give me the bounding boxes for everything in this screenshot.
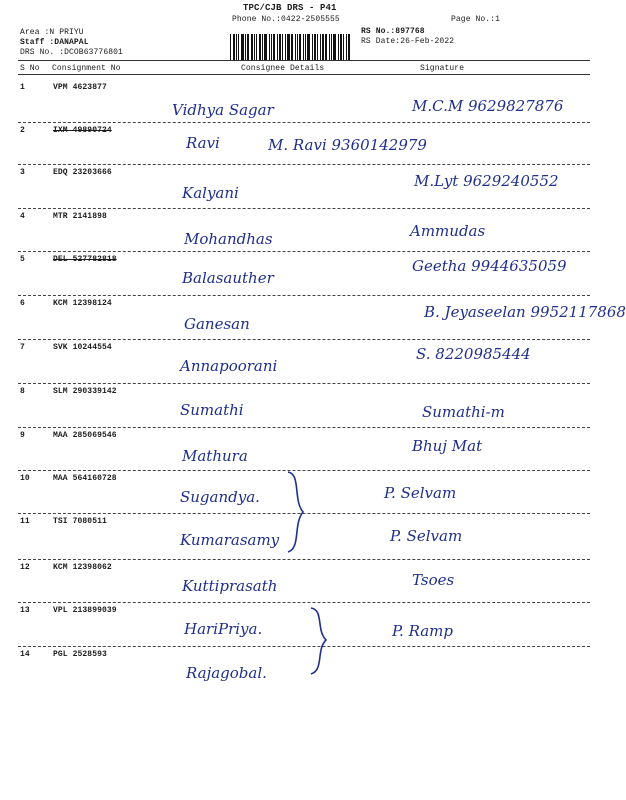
phone-number: Phone No.:0422-2505555 (232, 15, 340, 24)
row-consignee-name: Kuttiprasath (182, 577, 278, 595)
row-separator (18, 122, 590, 123)
row-sno: 14 (20, 650, 30, 659)
row-sno: 10 (20, 474, 30, 483)
row-signature: P. Selvam (390, 527, 463, 545)
col-signature: Signature (420, 64, 465, 73)
row-consignee-name: Balasauther (182, 269, 274, 287)
row-signature: P. Ramp (392, 622, 453, 640)
row-consignee-name: Kalyani (182, 184, 239, 202)
row-consignment-number: TSI 7080511 (53, 517, 107, 526)
row-sno: 1 (20, 83, 25, 92)
row-consignee-name: Mohandhas (184, 230, 273, 248)
row-consignee-name: Sugandya. (180, 488, 260, 506)
row-consignee-name: HariPriya. (184, 620, 263, 638)
brace-rows-13-14 (308, 606, 330, 676)
row-consignment-number: IXM 49890724 (53, 126, 112, 135)
row-signature: P. Selvam (384, 484, 457, 502)
header-rule (18, 60, 590, 61)
row-separator (18, 208, 590, 209)
row-sno: 3 (20, 168, 25, 177)
row-consignment-number: EDQ 23203666 (53, 168, 112, 177)
row-separator (18, 164, 590, 165)
row-consignee-name: Rajagobal. (186, 664, 267, 682)
row-separator (18, 383, 590, 384)
row-separator (18, 295, 590, 296)
sheet-title: TPC/CJB DRS - P41 (243, 3, 337, 13)
row-signature: S. 8220985444 (416, 345, 531, 363)
row-consignment-number: VPL 213899039 (53, 606, 117, 615)
row-separator (18, 646, 590, 647)
row-signature: Ammudas (410, 222, 486, 240)
drs-number: DRS No. :DCOB63776801 (20, 48, 123, 57)
staff-field: Staff :DANAPAL (20, 38, 89, 47)
row-consignee-name: Mathura (182, 447, 248, 465)
row-consignment-number: MAA 285069546 (53, 431, 117, 440)
row-consignment-number: MAA 564160728 (53, 474, 117, 483)
row-sno: 2 (20, 126, 25, 135)
area-field: Area :N PRIYU (20, 28, 84, 37)
row-separator (18, 339, 590, 340)
row-sno: 6 (20, 299, 25, 308)
row-consignee-name: Annapoorani (180, 357, 278, 375)
rs-number: RS No.:897768 (361, 27, 425, 36)
row-consignee-name: Ganesan (184, 315, 250, 333)
row-separator (18, 251, 590, 252)
row-consignee-name: Kumarasamy (180, 531, 280, 549)
row-signature: Bhuj Mat (412, 437, 483, 455)
row-sno: 12 (20, 563, 30, 572)
row-signature: M.C.M 9629827876 (412, 97, 564, 115)
row-sno: 11 (20, 517, 30, 526)
row-consignee-name: Vidhya Sagar (172, 101, 274, 119)
row-separator (18, 559, 590, 560)
column-header-rule (18, 74, 590, 75)
row-consignment-number: PGL 2528593 (53, 650, 107, 659)
row-consignment-number: KCM 12398062 (53, 563, 112, 572)
row-consignment-number: MTR 2141898 (53, 212, 107, 221)
row-sno: 8 (20, 387, 25, 396)
row-sno: 5 (20, 255, 25, 264)
row-sno: 9 (20, 431, 25, 440)
row-signature: Geetha 9944635059 (412, 257, 567, 275)
rs-date: RS Date:26-Feb-2022 (361, 37, 455, 46)
row-sno: 7 (20, 343, 25, 352)
row-consignment-number: SLM 290339142 (53, 387, 117, 396)
row-signature: M.Lyt 9629240552 (414, 172, 559, 190)
page-number: Page No.:1 (451, 15, 501, 24)
row-consignee-name: Sumathi (180, 401, 244, 419)
row-consignment-number: DEL 527782818 (53, 255, 117, 264)
row-sno: 13 (20, 606, 30, 615)
col-sno: S No (20, 64, 40, 73)
row-sno: 4 (20, 212, 25, 221)
row-consignment-number: SVK 10244554 (53, 343, 112, 352)
row-separator (18, 427, 590, 428)
brace-rows-10-11 (285, 470, 307, 555)
row-separator (18, 602, 590, 603)
row-signature: Tsoes (412, 571, 455, 589)
col-consignee: Consignee Details (241, 64, 325, 73)
col-consignment: Consignment No (52, 64, 121, 73)
row-consignment-number: VPM 4623877 (53, 83, 107, 92)
row-consignee-name: Ravi (186, 134, 220, 152)
row-signature: M. Ravi 9360142979 (268, 136, 427, 154)
row-signature: Sumathi-m (422, 403, 505, 421)
row-signature: B. Jeyaseelan 9952117868 (424, 303, 626, 321)
barcode (228, 24, 352, 62)
row-consignment-number: KCM 12398124 (53, 299, 112, 308)
